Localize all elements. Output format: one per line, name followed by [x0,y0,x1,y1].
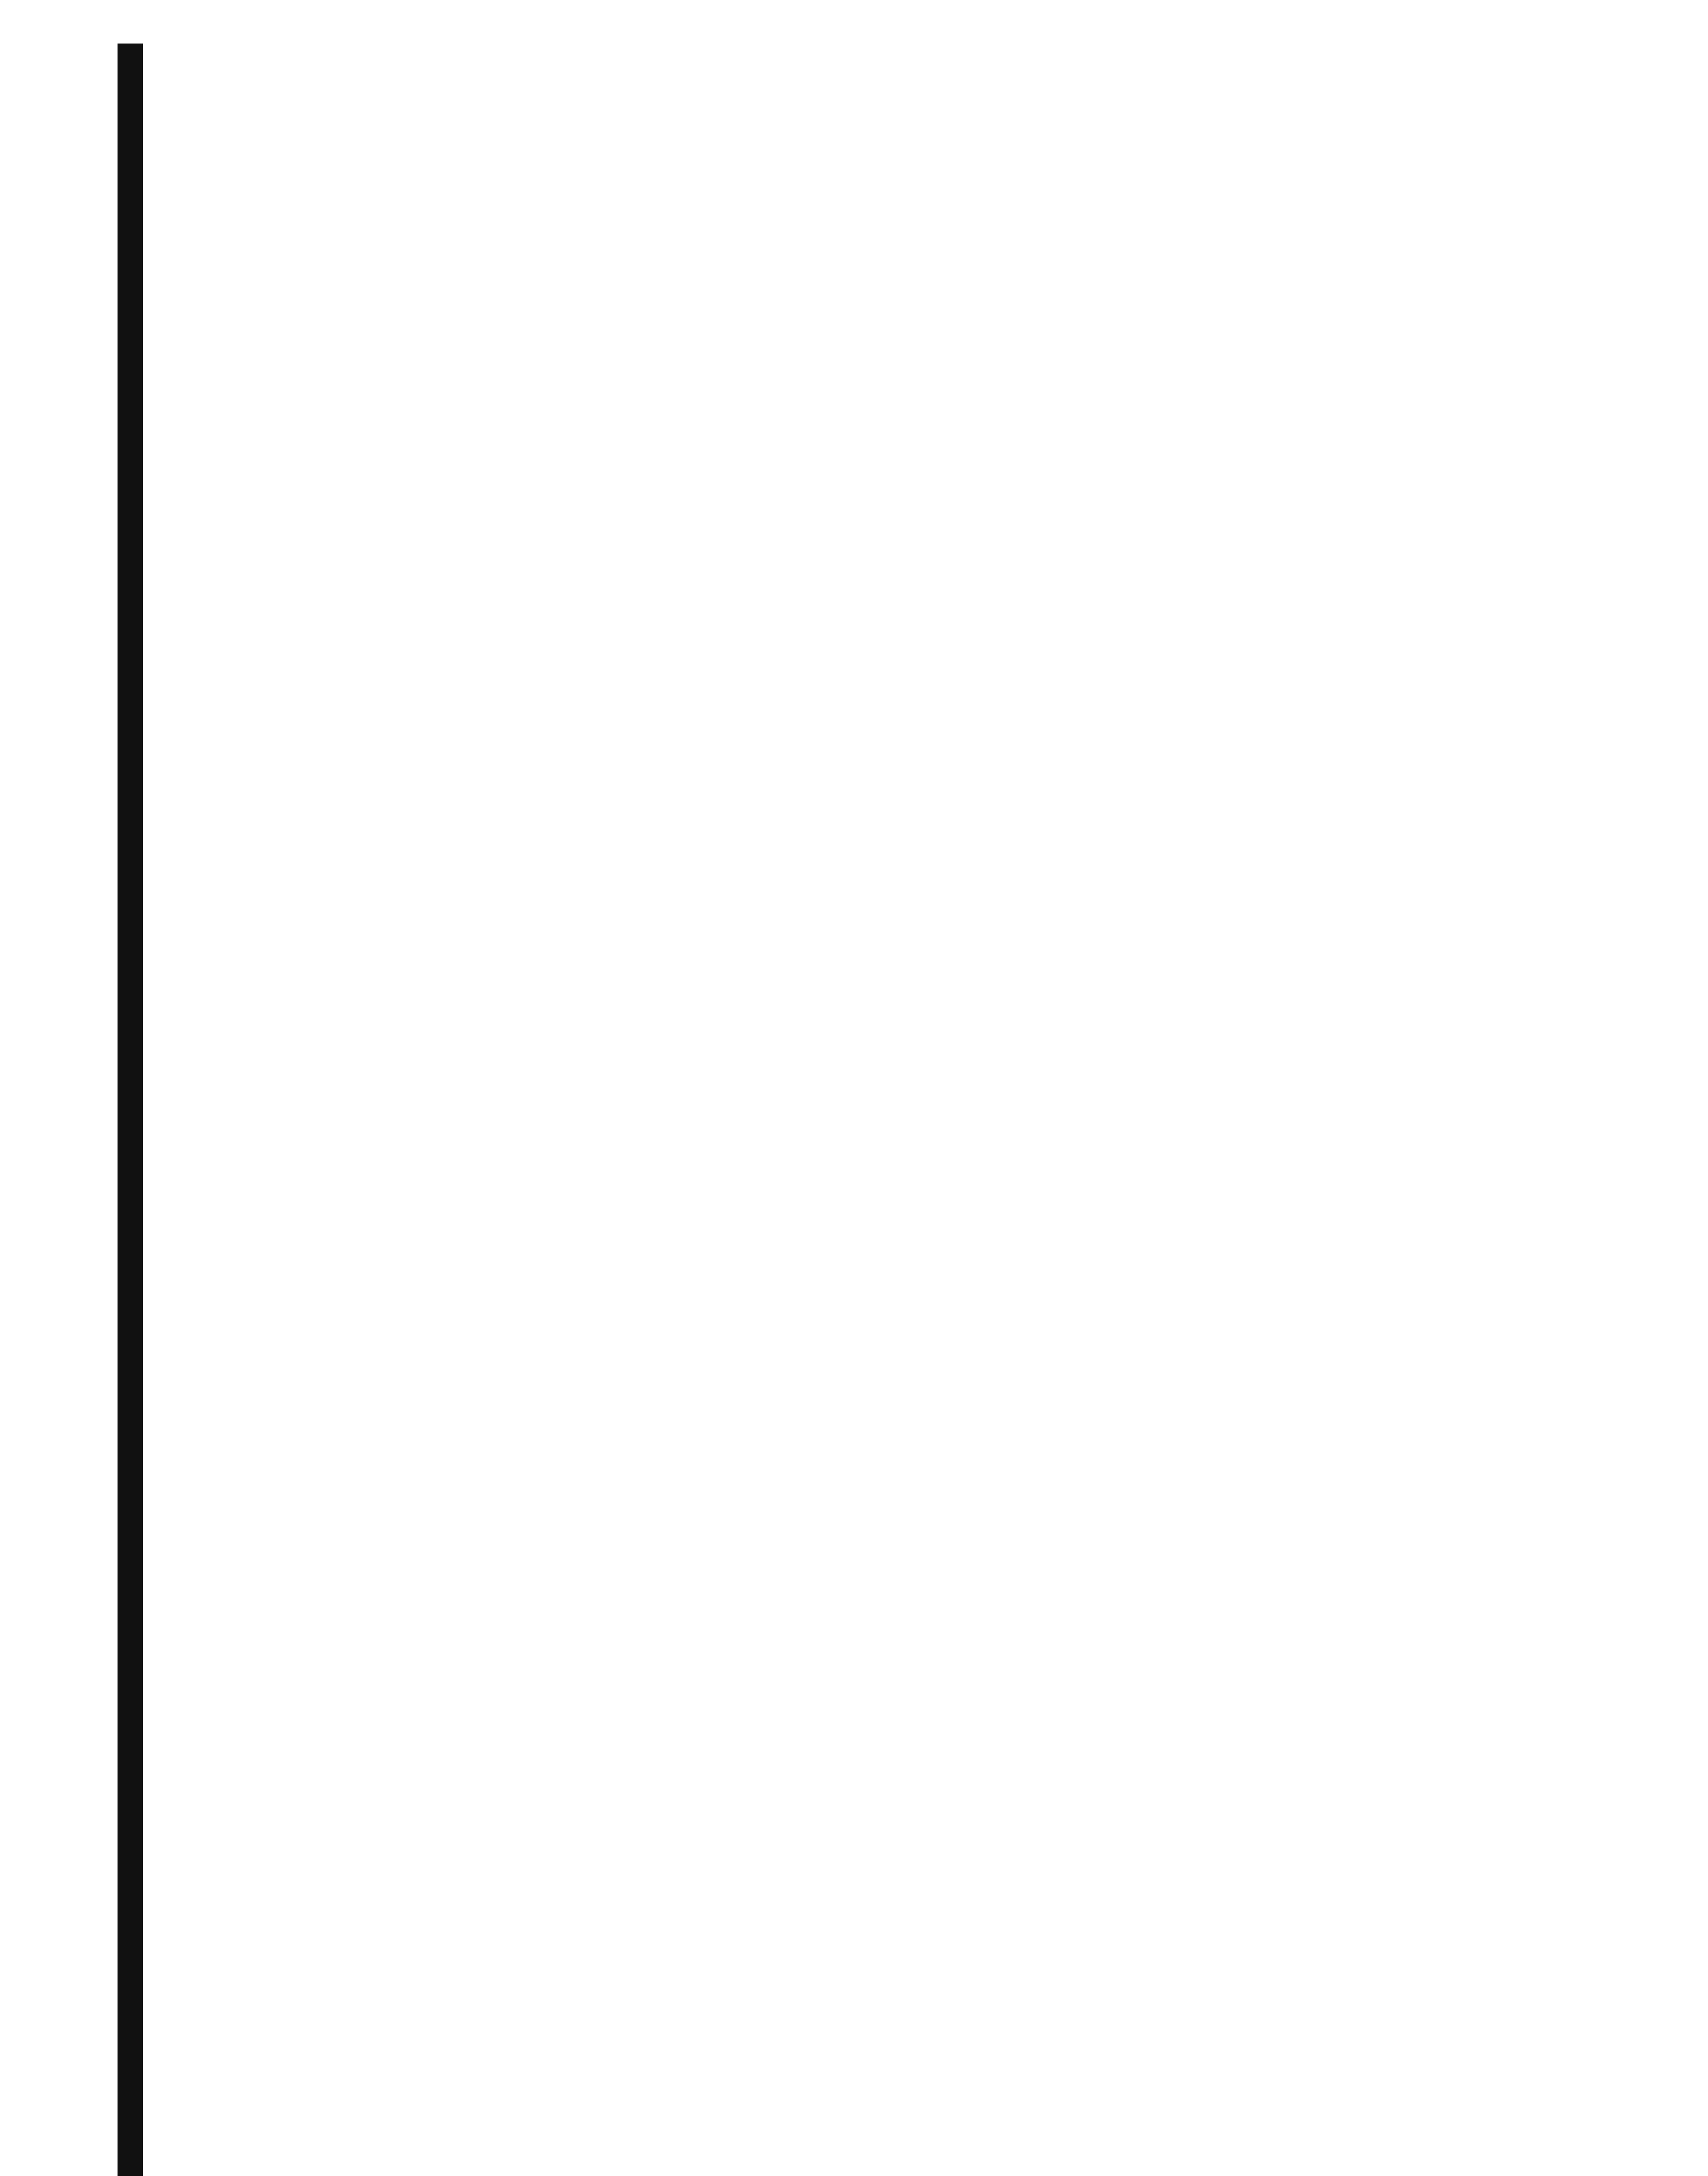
binding-edge [118,44,143,2176]
